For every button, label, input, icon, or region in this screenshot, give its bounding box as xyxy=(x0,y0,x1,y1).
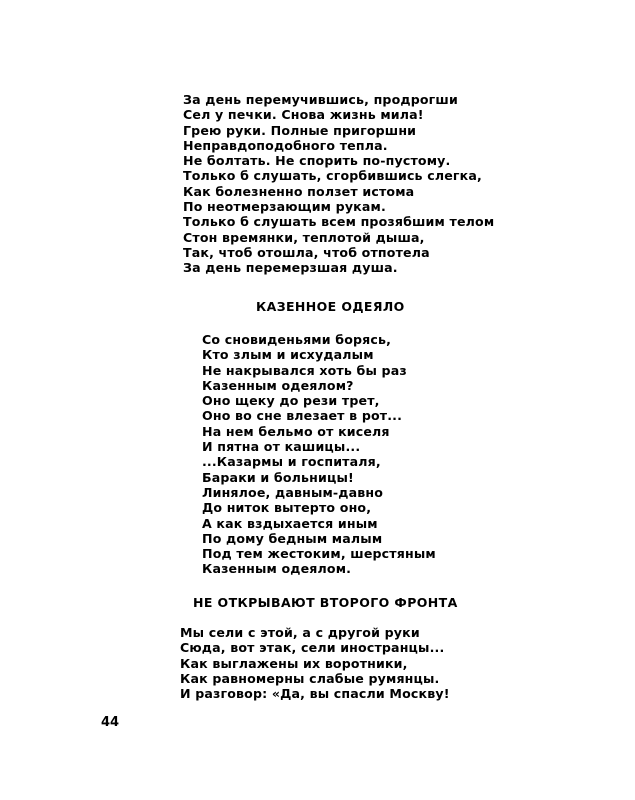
poem-line: До ниток вытерто оно, xyxy=(202,500,372,516)
poem-line: Не накрывался хоть бы раз xyxy=(202,362,407,378)
poem-line: Только б слушать всем прозябшим телом xyxy=(183,214,495,230)
poem-line: Так, чтоб отошла, чтоб отпотела xyxy=(183,244,430,260)
poem-line: Сел у печки. Снова жизнь мила! xyxy=(183,107,424,123)
poem-line: Неправдоподобного тепла. xyxy=(183,137,388,153)
poem-line: Сюда, вот этак, сели иностранцы... xyxy=(180,640,445,656)
poem-line: Линялое, давным-давно xyxy=(202,484,384,500)
poem-first-stanza xyxy=(183,92,494,276)
poem-line: Не болтать. Не спорить по-пустому. xyxy=(183,153,451,169)
poem-line: Казенным одеялом? xyxy=(202,377,354,393)
poem-line: Под тем жестоким, шерстяным xyxy=(202,546,436,562)
poem-line: Как выглажены их воротники, xyxy=(180,655,408,671)
poem-line: По дому бедным малым xyxy=(202,530,383,546)
poem-line: ...Казармы и госпиталя, xyxy=(202,454,381,470)
poem-line: Стон времянки, теплотой дыша, xyxy=(183,229,425,245)
poem-line: За день перемучившись, продрогши xyxy=(183,92,458,107)
poem-line: По неотмерзающим рукам. xyxy=(183,199,386,215)
page-number: 44 xyxy=(101,715,120,730)
poem-title-ne-otkryvayut: НЕ ОТКРЫВАЮТ ВТОРОГО ФРОНТА xyxy=(193,595,458,610)
poem-line: А как вздыхается иным xyxy=(202,515,378,531)
poem-line: Кто злым и исхудалым xyxy=(202,347,374,363)
poem-line: Грею руки. Полные пригоршни xyxy=(183,122,417,138)
poem-line: Со сновиденьями борясь, xyxy=(202,332,392,347)
poem-line: Казенным одеялом. xyxy=(202,561,352,577)
poem-line: Оно во сне влезает в рот... xyxy=(202,408,403,424)
poem-line: И пятна от кашицы... xyxy=(202,439,361,455)
poem-line: Как равномерны слабые румянцы. xyxy=(180,670,440,686)
poem-line: Только б слушать, сгорбившись слегка, xyxy=(183,168,482,184)
poem-ne-otkryvayut xyxy=(180,625,450,701)
poem-line: И разговор: «Да, вы спасли Москву! xyxy=(180,686,450,702)
poem-line: На нем бельмо от киселя xyxy=(202,423,390,439)
poem-line: Оно щеку до рези трет, xyxy=(202,393,380,409)
poem-title-kazennoe-odeyalo: КАЗЕННОЕ ОДЕЯЛО xyxy=(256,299,405,314)
poem-kazennoe-odeyalo xyxy=(202,332,436,577)
poem-line: Бараки и больницы! xyxy=(202,469,354,485)
poem-line: За день перемерзшая душа. xyxy=(183,260,398,276)
poem-line: Мы сели с этой, а с другой руки xyxy=(180,625,420,640)
poem-line: Как болезненно ползет истома xyxy=(183,183,415,199)
